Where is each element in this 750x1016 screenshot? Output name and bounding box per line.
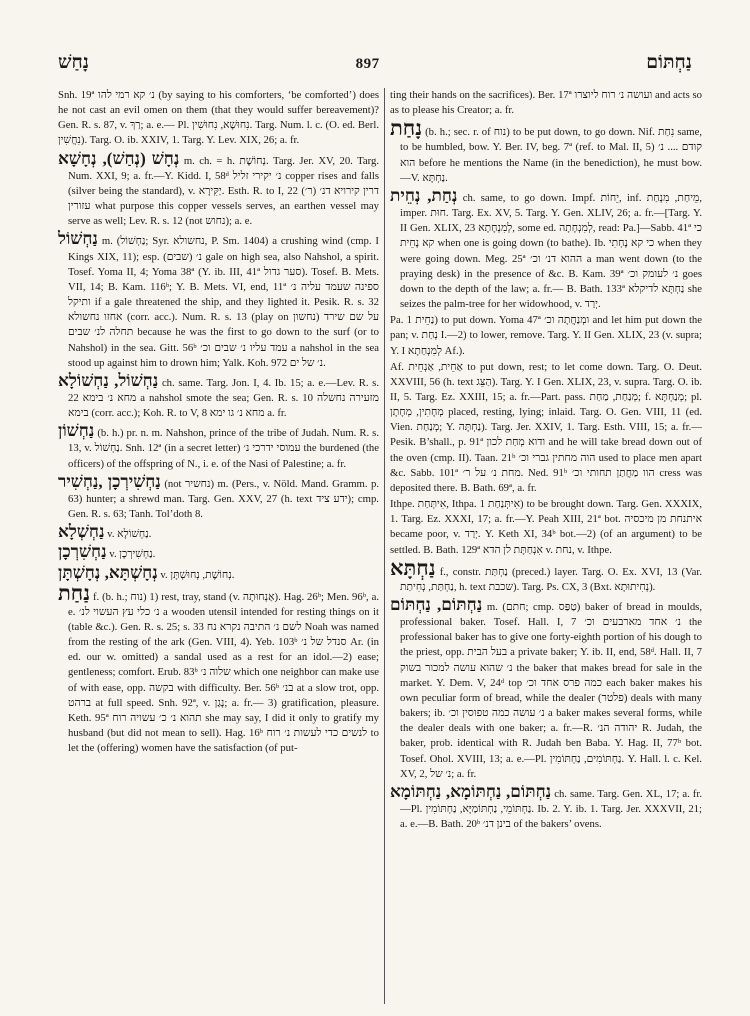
- entry-definition: ting their hands on the sacrifices). Ber. 17ª ועושה נ׳ רוח ליוצרו and acts so as to please his Creator; a. fr.: [390, 89, 702, 117]
- entry-headword: נַחְשִׁרְכָן: [58, 542, 107, 562]
- dictionary-entry: [58, 580, 379, 757]
- dictionary-entry: [58, 372, 379, 421]
- entry-headword: נַחְתָּא: [390, 555, 436, 580]
- dictionary-entry: [390, 313, 702, 358]
- entry-headword: נְחָשְׁתָּא, נְחָשְׁתָּן: [58, 562, 158, 582]
- dictionary-entry: [58, 473, 379, 522]
- column-rule: [384, 88, 385, 1004]
- entry-definition: Snh. 19ª נ׳ קא רמי להו (by saying to his comforters, ‘be comforted’) does he not cast an evil omen on them (that they would suffer bereavement)? Gen. R. s. 87, v. רַךְ; a. e.— Pl. נִחוּשָׁא, נִחוּשִׁין. Targ. Num. l. c. (O. ed. Berl. נִחֲשִׁין). Targ. O. ib. XXIV, 1. Targ. Y. Lev. XIX, 26; a. fr.: [58, 89, 379, 147]
- entry-definition: m. (חתם; cmp. טַפַּס) baker of bread in moulds, professional baker. Tosef. Hall. I, 7 נ׳ אחד מארבעים וכ׳ the professional baker has to give one forty-eighth portion of his dough to the priest, opp. בעל הבית a private baker; Y. ib. II, end, 58ᵈ. Hall. II, 7 נ׳ שהוא עושה למכור בשוק the baker that makes bread for sale in the market. Y. Dem. V, 24ᵈ top כמה פרס אחד וכ׳ each baker makes his own peculiar form of bread, while the dealer (פלטר) deals with many bakers; ib. נ׳ עושה כמה טפוסין וכ׳ a baker makes several forms, while the dealer deals with one baker; a. fr.—R. יהודה הנ׳ R. Judah, the baker, prob. identical with R. Judah ben Baba. Y. Hag. II, 77ᵇ bot. Tosef. Ohol. XVIII, 13; a. e.—Pl. נַחְתּוֹמִים, נַחְתּוֹמִין. Y. Hall. l. c. Kel. XV, 2, נ׳ של; a. fr.: [400, 601, 702, 780]
- page-header: [58, 52, 692, 76]
- entry-headword: נְחַת, נְחֵית: [390, 185, 458, 205]
- left-column: [58, 88, 379, 1006]
- entry-definition: Pa. נַחֵית 1) to put down. Yoma 47ª ומְנַחֲתָה וכ׳ and let him put down the pan; v. נְחַת I.—2) to lower, remove. Targ. Y. II Gen. XLIX, 23 (v. supra; Y. I לְמִנְחַתָא Af.).: [390, 314, 702, 357]
- entry-definition: m. (נַחְשׁוֹל; Syr. נחשולא, P. Sm. 1404) a crushing wind (cmp. I Kings XIX, 11); esp. (שבים) נ׳ gale on high sea, also Nahshol, a spirit. Tosef. Yoma II, 4; Yoma 38ª (Y. ib. III, 41ª סער גדול). Tosef. B. Mets. VII, 14; B. Kam. 116ᵇ; Y. B. Mets. VI, end, 11ª ספינה שעמד עליה נ׳ ותיקל if a gale threatened the ship, and they lighted it. Pesik. R. s. 32 אחזו נחשולא (corr. acc.). Num. R. s. 13 (play on נחשון) על שם שירד תחלה לנ׳ שבים because he was the first to go down to the surf (or to Nahshol) in the sea. Gitt. 56ᵇ עמד עליו נ׳ שבים וכ׳ a nahshol in the sea stood up against him to drown him; Yalk. Koh. 972 נ׳ של ים.: [68, 235, 379, 369]
- entry-headword: נַחְתּוֹם, נַחְתּוֹמָא, נַחְתּוֹמָא: [390, 781, 552, 801]
- entry-definition: f. (b. h.; נוח) 1) rest, tray, stand (v. אַנְחוּתָה). Hag. 26ᵇ; Men. 96ᵇ, a. e. נ׳ כלי עץ העשוי לנ׳ a wooden utensil intended for resting things on it (table &c.). Gen. R. s. 25; s. 33 לשם נ׳ התיבה נקרא נח Noah was named from the resting of the ark (Gen. VIII, 4). Yeb. 103ᵇ סנדל של נ׳ Ar. (in ed. our w. omitted) a sandal used as a rest for an idol.—2) ease; gentleness; comfort. Erub. 83ᵇ שלוה נ׳ which one neighbor can make use of with ease, opp. בקשה with difficulty. Ber. 56ᵇ בנ׳ at a slow trot, opp. ברהט at full speed. Snh. 92ª, v. נָגַן; a. fr.— 3) gratification, pleasure. Keth. 95ª תהוא נ׳ כ׳ עשויה רוח she may say, I did it only to gratify my husband (but did not mean to sell). Hag. 16ᵇ לנשים כדי לעשות נ׳ רוח to let the (offering) women have the satisfaction (of put-: [68, 590, 379, 755]
- entry-definition: (not נחשיר) m. (Pers., v. Nöld. Mand. Gramm. p. 63) hunter; a shrewd man. Targ. Gen. XXV, 27 (h. text ידע ציד); cmp. Gen. R. s. 63; Tanh. Tol’doth 8.: [68, 477, 379, 521]
- entry-definition: v. נַחְשׁוֹלָא.: [107, 528, 152, 541]
- dictionary-entry: [58, 564, 379, 583]
- entry-definition: (b. h.) pr. n. m. Nahshon, prince of the tribe of Judah. Num. R. s. 13, v. נַחְשׁוֹל. Snh. 12ª (in a secret letter) עמוסי ידרכי נ׳ the burdened (the officers) of the offspring of N., i. e. of the Nasi of Palestine; a. fr.: [68, 427, 379, 470]
- dictionary-entry: [58, 422, 379, 471]
- entry-definition: v. נַחְשִׁירְכָן.: [109, 548, 156, 561]
- dictionary-entry: [390, 555, 702, 595]
- dictionary-entry: [58, 230, 379, 370]
- entry-definition: m. ch. = h. נְחוֹשֶׁת. Targ. Jer. XV, 20. Targ. Num. XXI, 9; a. fr.—Y. Kidd. I, 58ᵈ נ׳ יקירי זליל copper rises and falls (silver being the standard), v. יַקִּירָא. Esth. R. to I, 22 (דרין קירויא דנ׳ (ר׳ עזורין what purpose this copper vessels serves, an earthen vessel may serve as well; Lev. R. s. 12 (not נחוש); a. e.: [68, 154, 379, 228]
- entry-definition: f., constr. נַחְתַּת (preced.) layer. Targ. O. Ex. XVI, 13 (Var. נַחְתַּת, נְחִיתַת, h. text שכבת). Targ. Ps. CX, 3 (Bxt. נְחִיתוּתָא).: [400, 565, 702, 593]
- dictionary-entry: [58, 88, 379, 149]
- dictionary-entry: [390, 497, 702, 558]
- dictionary-entry: [58, 543, 379, 562]
- dictionary-entry: [58, 150, 379, 230]
- dictionary-entry: [390, 783, 702, 832]
- page-number: 897: [355, 56, 380, 72]
- entry-headword: נַחְשׁוֹל, נַחְשׁוֹלָא: [58, 370, 159, 390]
- dictionary-entry: [390, 596, 702, 782]
- entry-headword: נַחְשׁוֹן: [58, 421, 95, 441]
- entry-headword: נְחָשׁ (נְחַשׁ), נְחָשָׁא: [58, 148, 180, 168]
- dictionary-entry: [390, 116, 702, 186]
- dictionary-entry: [390, 88, 702, 118]
- entry-definition: (b. h.; sec. r. of נוח) to be put down, to go down. Nif. נִחַת same, to be humbled, bow. Y. Ber. IV, beg. 7ª (ref. to Mal. II, 5) קודם .... נ׳ הוא before he mentions the Name (in the benediction), he must bow.—V. נַחְתָּא.: [400, 126, 702, 184]
- entry-definition: Af. אַחֵית, אַנְחֵית to put down, rest; to let come down. Targ. O. Deut. XXVIII, 56 (h. text הַצֵּג). Targ. Y. I Gen. XLIX, 23, v. supra. Targ. O. ib. II, 5. Targ. Ez. XXIII, 15; a. fr.—Part. pass. מְנַחַת, מַחַת; f. מְנַחְתָּא; pl. מְחָתִין, מְחָתָן placed, resting, lying; inlaid. Targ. O. Gen. VIII, 11 (ed. Vien. מְנַחַת; Y. נַחְתָּה). Targ. Jer. XXIV, 1. Targ. Esth. VIII, 15; a. fr.—Pesik. B’shall., p. 91ª ודוא מְחַת לכון and he will take bread down out of the oven (cmp. II). Taan. 21ᵇ הוה מחתין גברי וכ׳ used to place men apart &c. Sabb. 101ª מחת נ׳ על ר׳. Ned. 91ᵇ הוו מַחֲתַן תחותי וכ׳ cress was deposited there. B. Bath. 69ª, a. fr.: [390, 360, 702, 494]
- right-column: [390, 88, 702, 1006]
- entry-headword: נַחְתּוֹם, נַחְתּוֹם: [390, 595, 483, 614]
- entry-definition: ch. same. Targ. Jon. I, 4. Ib. 15; a. e.—Lev. R. s. 22 מחא נ׳ בימא a nahshol smote the sea; Gen. R. s. 10 מזעירה נחשלה בימא (corr. acc.); Koh. R. to V, 8 מחא נ׳ גו ימא a. fr.: [68, 376, 379, 420]
- entry-definition: v. נְחוֹשֶׁת, נְחוּשְׁתָּן.: [160, 568, 235, 581]
- dictionary-entry: [390, 187, 702, 312]
- entry-definition: ch. same, to go down. Impf. יֵחוֹת, inf. מֵיחַת, מִנְחַת, imper. חוּת. Targ. Ex. XV, 5. Targ. Y. Gen. XLIV, 26; a. fr.—[Targ. Y. II Gen. XLIX, 23 לְמִנְחָתָא, some ed. לְמִנְחָתָה, read: Pa.]—Sabb. 41ª כי קא נָחֵית when one is going down (to bathe). Ib. כי קא נָחְתִי when they were going down. Meg. 25ª ההוא דנ׳ וכ׳ a man went down (to the praying desk) in the presence of &c. B. Kam. 39ª נ׳ לעומק וכ׳ goes down to the depth of the law; a. fr.— B. Bath. 133ª נַחְתָּא לדיקלא she seizes the palm-tree for her widowhood, v. יְרַד.: [400, 191, 702, 311]
- right-guide-word: נַחְתּוֹם: [646, 52, 692, 73]
- entry-headword: נַחְשׁוֹל: [58, 229, 98, 249]
- left-guide-word: נָחַשׁ: [58, 52, 89, 73]
- dictionary-entry: [58, 523, 379, 542]
- entry-headword: נַחְשִׁירְכָן ,נַחְשִׁיר: [58, 471, 161, 491]
- entry-definition: ch. same. Targ. Gen. XL, 17; a. fr.—Pl. נַחְתּוֹמֵי, נַחְתּוֹמַיָּא, נַחְתּוֹמִין. Ib. 2. Y. ib. 1. Targ. Jer. XXXVII, 21; a. e.—B. Bath. 20ᵇ בינן דנ׳ of the bakers’ ovens.: [400, 787, 702, 831]
- entry-headword: נַחַת: [58, 580, 91, 605]
- entry-headword: נַחְשְׁלָא: [58, 522, 105, 542]
- entry-definition: Ithpe. אִיתְּחַת, Ithpa. אִיתְּנַחַת 1) to be brought down. Targ. Gen. XXXIX, 1. Targ. Ez. XXXI, 17; a. fr.—Y. Peah XIII, 21ª bot. איתנחת מן מיכסיה became poor, v. יְרַד. Y. Keth XI, 34ᵇ bot.—2) (of an argument) to be settled. B. Bath. 129ª אִנְחַתָּת לן הדא v. נחת, v. Ithpe.: [390, 498, 702, 556]
- dictionary-entry: [390, 360, 702, 496]
- entry-headword: נָחַת: [390, 116, 423, 141]
